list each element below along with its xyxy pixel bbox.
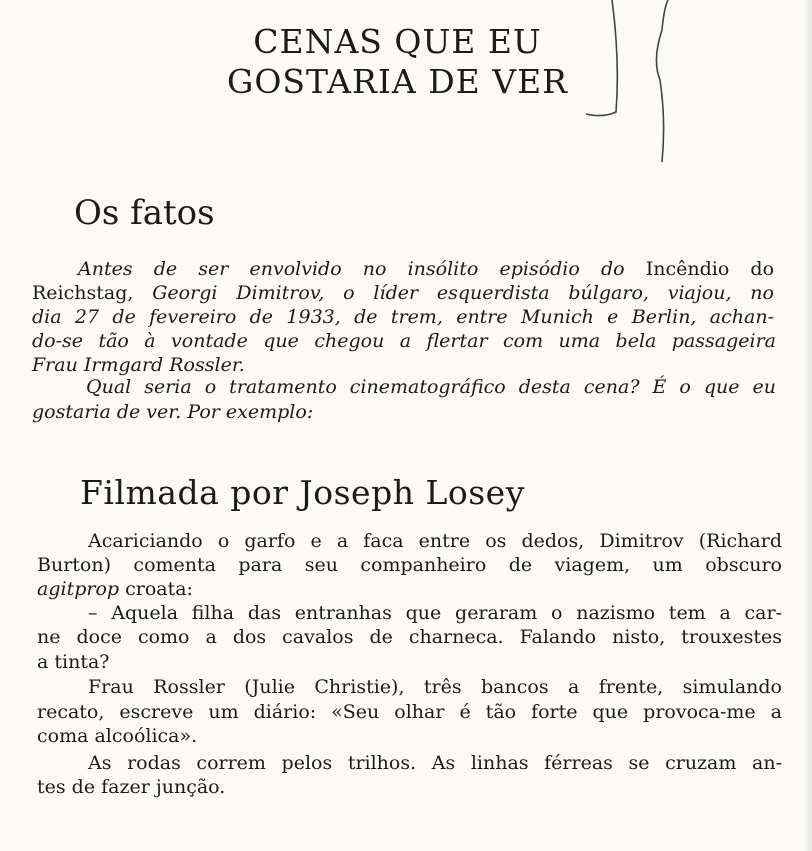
text-segment: Acariciando o garfo e a faca entre os dedos, Dimitrov (Richard [88,530,782,552]
text-segment: Frau Rossler (Julie Christie), três bancos a frente, simulando [88,676,782,698]
text-line [37,724,197,748]
page-title-line-1: CENAS QUE EU [253,22,542,61]
section-heading-joseph-losey: Filmada por Joseph Losey [80,473,525,512]
text-segment: gostaria de ver. Por exemplo: [32,401,314,423]
text-line [37,650,109,674]
text-line [32,353,245,377]
section-heading-os-fatos: Os fatos [74,193,215,233]
text-segment: a tinta? [37,651,110,673]
text-segment: tes de fazer junção. [37,776,226,798]
page-edge-shadow [802,0,812,851]
text-segment: Burton) comenta para seu companheiro de viagem, um obscuro [37,554,782,576]
text-segment: As rodas correm pelos trilhos. As linhas férreas se cruzam an- [88,752,782,774]
text-line [88,675,782,699]
text-segment: agitprop [37,578,120,600]
text-segment: Qual seria o tratamento cinematográfico desta cena? É o que eu [86,376,776,398]
text-segment: croata: [119,578,193,600]
text-line [32,305,774,329]
text-segment: recato, escreve um diário: «Seu olhar é tão forte que provoca-me a [37,701,782,723]
text-line [88,529,782,553]
text-line [37,625,782,649]
text-line [78,257,774,281]
text-line [37,775,225,799]
text-line [88,601,782,625]
text-segment: – Aquela filha das entranhas que geraram o nazismo tem a car- [88,602,782,624]
text-segment: dia 27 de fevereiro de 1933, de trem, entre Munich e Berlin, achan- [32,306,774,328]
text-segment: ne doce como a dos cavalos de charneca. Falando nisto, trouxestes [37,626,782,648]
text-segment: Georgi Dimitrov, o líder esquerdista búlgaro, viajou, no [152,282,774,304]
text-segment: Reichstag, [32,282,153,304]
text-line [32,281,774,305]
pencil-curve-mark [656,0,668,162]
text-line [32,400,313,424]
page-title-line-2: GOSTARIA DE VER [226,62,569,101]
text-segment: Antes de ser envolvido no insólito episódio do [78,258,646,280]
text-line [37,553,782,577]
text-line [88,751,782,775]
text-segment: Incêndio do [645,258,775,280]
text-segment: Frau Irmgard Rossler. [32,354,245,376]
text-segment: do-se tão à vontade que chegou a flertar com uma bela passageira [32,330,776,352]
text-line [32,329,776,353]
text-line [37,700,782,724]
text-segment: coma alcoólica». [37,725,198,747]
text-line [86,375,776,399]
text-line [37,577,193,601]
